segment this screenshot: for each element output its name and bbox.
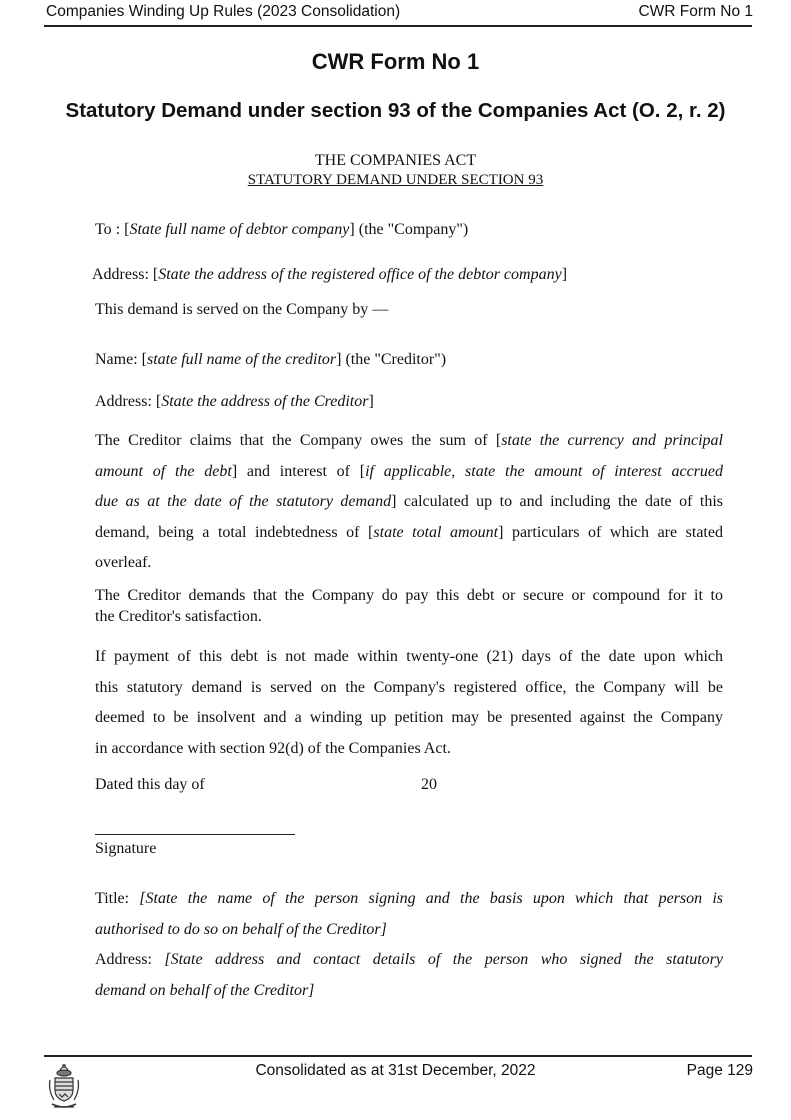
creditor-address-placeholder: State the address of the Creditor (161, 393, 369, 410)
company-address-placeholder: State the address of the registered office of the debtor company (158, 266, 562, 283)
running-header-form-number: CWR Form No 1 (638, 3, 753, 20)
act-title: THE COMPANIES ACT (314, 152, 477, 169)
title-field-label: Title: (95, 890, 130, 907)
consequence-paragraph (95, 642, 723, 764)
dated-label: Dated this day of (95, 776, 205, 793)
signer-address-line-1: Address: [State address and contact details of the person who signed the statutory (95, 951, 724, 968)
dated-year: 20 (421, 776, 437, 793)
served-by-line: This demand is served on the Company by — (95, 301, 389, 318)
consequence-line-2: this statutory demand is served on the Company's registered office, the Company will be (95, 678, 723, 696)
consequence-line-1: If payment of this debt is not made within twenty-one (21) days of the date upon which (95, 648, 723, 665)
consequence-line-4: in accordance with section 92(d) of the Companies Act. (95, 739, 451, 757)
claim-line-5: overleaf. (95, 554, 152, 571)
creditor-address-suffix: ] (368, 393, 374, 410)
signature-label: Signature (95, 840, 157, 857)
creditor-name-suffix: ] (the "Creditor") (336, 351, 447, 368)
signer-address-line-2: demand on behalf of the Creditor] (95, 981, 315, 999)
claim-line-1: The Creditor claims that the Company owes the sum of [state the currency and principal (95, 432, 723, 449)
creditor-name-placeholder: state full name of the creditor (146, 351, 337, 368)
signer-address-label: Address: (95, 951, 152, 968)
footer-consolidation-date: Consolidated as at 31st December, 2022 (255, 1062, 536, 1079)
act-subtitle: STATUTORY DEMAND UNDER SECTION 93 (247, 172, 544, 188)
running-header-title: Companies Winding Up Rules (2023 Consolidation) (46, 3, 401, 20)
to-prefix: To : [ (95, 221, 130, 238)
creditor-name-line (95, 351, 446, 369)
creditor-name-prefix: Name: [ (95, 351, 147, 368)
demand-paragraph (95, 585, 723, 627)
company-address-suffix: ] (561, 266, 568, 283)
claim-paragraph (95, 426, 723, 579)
to-suffix: ] (the "Company") (349, 221, 469, 238)
to-line (95, 221, 468, 239)
form-title: CWR Form No 1 (311, 49, 480, 74)
form-subtitle: Statutory Demand under section 93 of the Companies Act (O. 2, r. 2) (65, 99, 726, 122)
footer-page-number: Page 129 (686, 1062, 753, 1079)
creditor-address-line (95, 393, 374, 411)
signer-address-field (95, 945, 723, 1006)
title-field (95, 884, 723, 945)
footer-divider (44, 1055, 752, 1057)
company-address-prefix: Address: [ (92, 266, 159, 283)
to-placeholder: State full name of debtor company (129, 221, 350, 238)
signature-line (95, 834, 295, 835)
title-field-line-1: Title: [State the name of the person signing and the basis upon which that person is (95, 890, 723, 907)
demand-line-1: The Creditor demands that the Company do pay this debt or secure or compound for it to (95, 587, 723, 604)
title-field-line-2: authorised to do so on behalf of the Creditor] (95, 920, 387, 938)
consequence-line-3: deemed to be insolvent and a winding up petition may be presented against the Company (95, 709, 723, 726)
header-divider (44, 25, 752, 27)
demand-line-2: the Creditor's satisfaction. (95, 608, 262, 625)
claim-line-4: demand, being a total indebtedness of [state total amount] particulars of which are stated (95, 523, 723, 541)
creditor-address-prefix: Address: [ (95, 393, 162, 410)
claim-line-2: amount of the debt] and interest of [if applicable, state the amount of interest accrued (95, 462, 723, 480)
company-address-line (92, 266, 567, 284)
claim-line-3: due as at the date of the statutory demand] calculated up to and including the date of this (95, 493, 724, 510)
